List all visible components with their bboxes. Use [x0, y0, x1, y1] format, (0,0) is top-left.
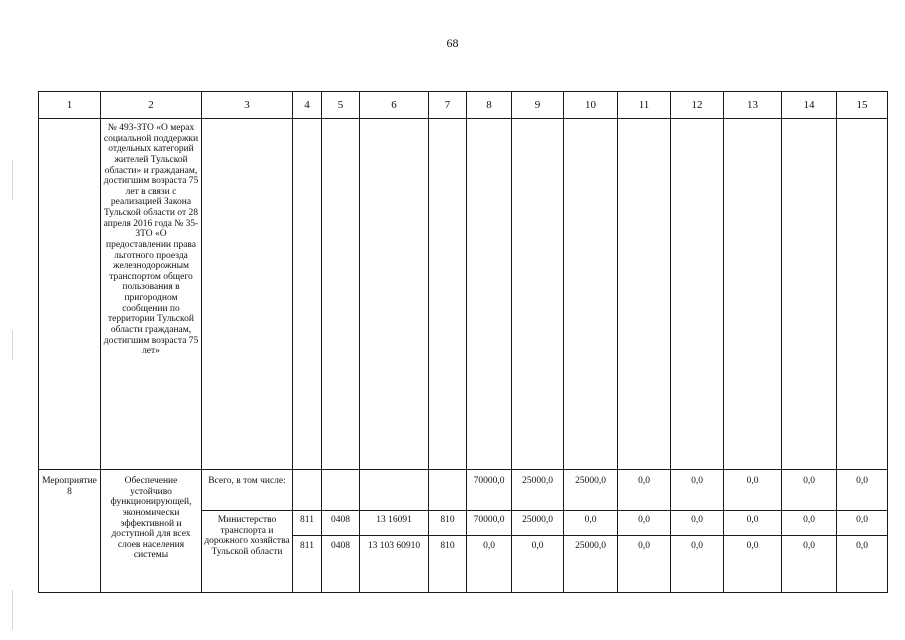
table-cell: 0,0: [512, 536, 564, 593]
table-cell: 0,0: [837, 511, 888, 536]
table-cell: 0,0: [837, 536, 888, 593]
continued-row: [39, 119, 888, 470]
table-cell: 70000,0: [467, 511, 512, 536]
total-value: 25000,0: [512, 470, 564, 511]
table-cell: [293, 470, 322, 511]
table-cell: 0,0: [618, 536, 671, 593]
total-value: 70000,0: [467, 470, 512, 511]
table-cell: 13 16091: [360, 511, 429, 536]
total-value: 0,0: [671, 470, 724, 511]
table-cell: [360, 119, 429, 470]
table-cell: 0,0: [564, 511, 618, 536]
table-cell: [429, 119, 467, 470]
scan-edge-mark: [12, 160, 13, 200]
column-header: 6: [360, 92, 429, 119]
table-cell: [512, 119, 564, 470]
column-header: 4: [293, 92, 322, 119]
column-header: 5: [322, 92, 360, 119]
column-header: 8: [467, 92, 512, 119]
table-cell: [724, 119, 782, 470]
measure-description: Обеспечение устойчиво функционирующей, экономически эффективной и доступной для всех слоев населения системы: [101, 470, 202, 593]
column-header: 3: [202, 92, 293, 119]
total-value: 0,0: [724, 470, 782, 511]
table-cell: 0,0: [724, 536, 782, 593]
table-cell: 0408: [322, 536, 360, 593]
table-cell: [360, 470, 429, 511]
total-value: 0,0: [782, 470, 837, 511]
column-header: 9: [512, 92, 564, 119]
column-header: 12: [671, 92, 724, 119]
column-header: 7: [429, 92, 467, 119]
table-cell: [671, 119, 724, 470]
column-header: 1: [39, 92, 101, 119]
table-cell: [202, 119, 293, 470]
table-cell: [293, 119, 322, 470]
measure-name: Мероприятие 8: [39, 470, 101, 593]
table-cell: 0,0: [467, 536, 512, 593]
table-cell: 811: [293, 536, 322, 593]
table-cell: 25000,0: [512, 511, 564, 536]
total-label: Всего, в том числе:: [202, 470, 293, 511]
table-cell: [837, 119, 888, 470]
table-cell: 811: [293, 511, 322, 536]
column-header: 14: [782, 92, 837, 119]
total-value: 25000,0: [564, 470, 618, 511]
table-cell: 810: [429, 511, 467, 536]
table-cell: [322, 470, 360, 511]
table-cell: 0408: [322, 511, 360, 536]
table-cell: [429, 470, 467, 511]
measure-total-row: [39, 470, 888, 511]
table-cell: 0,0: [671, 536, 724, 593]
table-cell: [39, 119, 101, 470]
column-header: 10: [564, 92, 618, 119]
table-cell: [618, 119, 671, 470]
table-cell: 25000,0: [564, 536, 618, 593]
table-cell: [322, 119, 360, 470]
table-cell: [782, 119, 837, 470]
scan-edge-mark: [12, 590, 13, 630]
header-row: [39, 92, 888, 119]
table-cell: [467, 119, 512, 470]
table-cell: 810: [429, 536, 467, 593]
column-header: 2: [101, 92, 202, 119]
table-cell: [564, 119, 618, 470]
table-cell: 0,0: [782, 511, 837, 536]
scan-edge-mark: [12, 330, 13, 360]
budget-table: [38, 91, 888, 593]
column-header: 11: [618, 92, 671, 119]
total-value: 0,0: [837, 470, 888, 511]
executor-name: Министерство транспорта и дорожного хозяйства Тульской области: [202, 511, 293, 593]
table-cell: 0,0: [724, 511, 782, 536]
table-cell: 0,0: [782, 536, 837, 593]
table-cell: 0,0: [671, 511, 724, 536]
table-cell: 13 103 60910: [360, 536, 429, 593]
total-value: 0,0: [618, 470, 671, 511]
table-cell: 0,0: [618, 511, 671, 536]
column-header: 13: [724, 92, 782, 119]
page-number: 68: [446, 36, 459, 50]
law-description: № 493-ЗТО «О мерах социальной поддержки отдельных категорий жителей Тульской области» и гражданам, достигшим возраста 75 лет в связи с реализацией Закона Тульской области от 28 апреля 2016 года № 35-ЗТО «О предоставлении права льготного проезда железнодорожным транспортом общего пользования в пригородном сообщении по территории Тульской области гражданам, достигшим возраста 75 лет»: [101, 119, 202, 470]
column-header: 15: [837, 92, 888, 119]
